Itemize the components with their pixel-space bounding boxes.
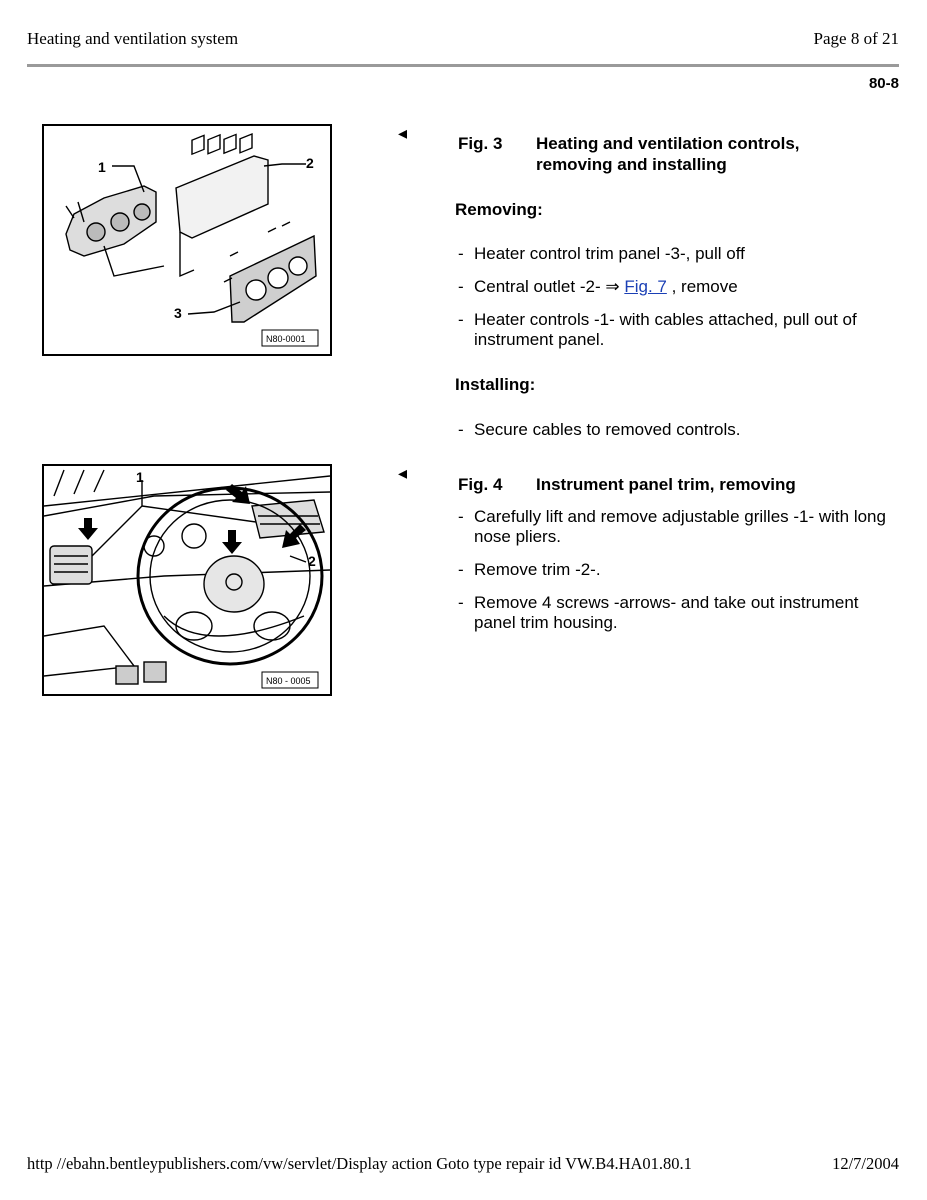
installing-heading: Installing: <box>455 375 536 394</box>
footer-url: http //ebahn.bentleypublishers.com/vw/servlet/Display action Goto type repair id VW.B4.HA01.80.1 <box>27 1154 692 1173</box>
fig3-callout-3: 3 <box>174 305 182 321</box>
fig3-callout-2: 2 <box>306 155 314 171</box>
arrow-right-icon: ⇒ <box>605 277 620 296</box>
header-divider <box>27 64 899 67</box>
page-indicator: Page 8 of 21 <box>813 29 899 48</box>
list-item: - Remove trim -2-. <box>458 560 601 579</box>
list-item: - Secure cables to removed controls. <box>458 420 741 439</box>
list-item: - Central outlet -2- ⇒ Fig. 7 , remove <box>458 277 738 296</box>
fig4-illustration <box>42 464 332 696</box>
fig4-heading <box>458 474 898 498</box>
removing-steps <box>458 244 898 363</box>
section-code: 80-8 <box>868 75 899 92</box>
fig4-steps <box>458 507 898 646</box>
fig4-image-code: N80 - 0005 <box>266 676 311 686</box>
fig4-pointer-icon: ◂ <box>398 463 408 483</box>
fig4-callout-1: 1 <box>136 469 144 485</box>
fig4-number: Fig. 4 <box>458 475 503 494</box>
list-item: - Remove 4 screws -arrows- and take out instrument panel trim housing. <box>458 593 859 632</box>
fig3-number: Fig. 3 <box>458 134 503 153</box>
fig3-image-code: N80-0001 <box>266 334 306 344</box>
installing-steps <box>458 420 898 453</box>
footer-date: 12/7/2004 <box>832 1154 899 1173</box>
fig7-link[interactable]: Fig. 7 <box>624 277 667 296</box>
list-item: - Heater control trim panel -3-, pull off <box>458 244 745 263</box>
list-item: - Heater controls -1- with cables attached, pull out of instrument panel. <box>458 310 857 349</box>
fig3-pointer-icon: ◂ <box>398 123 408 143</box>
fig4-callout-2: 2 <box>308 553 316 569</box>
fig3-heading <box>458 133 898 177</box>
list-item: - Carefully lift and remove adjustable grilles -1- with long nose pliers. <box>458 507 886 546</box>
document-title: Heating and ventilation system <box>27 29 239 48</box>
removing-heading: Removing: <box>455 200 543 219</box>
fig3-callout-1: 1 <box>98 159 106 175</box>
fig3-illustration <box>42 124 332 356</box>
fig3-caption: Heating and ventilation controls, removing and installing <box>536 134 800 174</box>
fig4-caption: Instrument panel trim, removing <box>536 475 796 494</box>
